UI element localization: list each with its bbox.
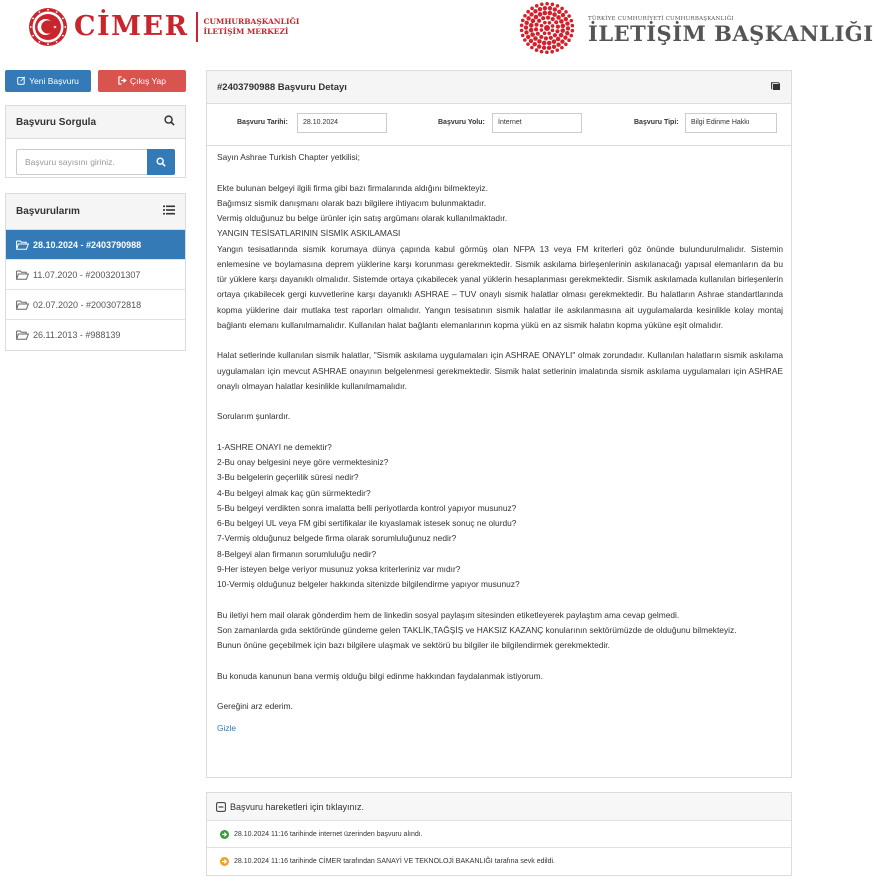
body-paragraph: Sorularım şunlardır. xyxy=(217,411,291,422)
question-item: 2-Bu onay belgesini neye göre vermektesiniz? xyxy=(217,457,389,467)
question-item: 7-Vermiş olduğunuz belgede firma olarak sorumluluğunuz nedir? xyxy=(217,533,457,544)
detail-title: #2403790988 Başvuru Detayı xyxy=(217,81,347,93)
new-application-label: Yeni Başvuru xyxy=(29,76,79,86)
search-panel-header xyxy=(6,106,185,139)
folder-open-icon xyxy=(16,270,29,280)
application-item-label: 02.07.2020 - #2003072818 xyxy=(33,299,142,310)
body-paragraph: Yangın tesisatlarında sismik korumaya dünya çapında kabul görmüş olan NFPA 13 veya FM kriterleri göz önünde bulundurulmalıdır. Sistemin enlemesine ve boylamasına deprem yüklerine karşı korunması gerekmektedir. Sismik askılama birleşenlerinin askılanacağı yapısal elemanların da bu tür yüklere karşı dayanıklı olmalıdır. Sistemde ortaya çıkabilecek yanal yüklerin hesaplanması gerekmektedir. Sismik askılamada kullanılan birleşenlerin ortaya çıkabilecek gergi kuvvetlerine karşı dayanıklı ASHRAE – TUV onaylı sismik halatlar olması gerekmektedir. Bu halatların Ashrae standartlarında kopma yüklerine dair mutlaka test raporları olmalıdır. Yangın tesisatının sismik halatlar ile askılanmasına ait uygulamalarda kesinlikle kolay montaj bağlantı elemanı kullanılmamalıdır. Kullanılan halat bağlantı elemanlarının kopma yükü en az sismik halatın kopma yüküne eşit olmalıdır. xyxy=(217,243,783,330)
action-text: 28.10.2024 11:16 tarihinde internet üzerinden başvuru alındı. xyxy=(234,830,423,838)
type-field: Bilgi Edinme Hakkı xyxy=(685,113,777,133)
applications-panel-header xyxy=(6,194,185,230)
detail-meta-row xyxy=(207,104,791,146)
closing-text: Gereğini arz ederim. xyxy=(217,701,293,711)
list-icon xyxy=(163,205,175,218)
search-button[interactable] xyxy=(147,149,175,175)
cimer-subtitle xyxy=(204,17,300,37)
channel-label: Başvuru Yolu: xyxy=(438,119,485,126)
sign-out-icon xyxy=(118,71,127,93)
body-paragraph: Bunun önüne geçebilmek için bazı bilgilere ulaşmak ve sektörü bu bilgiler ile bilgilendirmek gerekmektedir. xyxy=(217,640,610,650)
applications-panel-title: Başvurularım xyxy=(16,206,80,217)
application-item-label: 28.10.2024 - #2403790988 xyxy=(33,239,142,250)
body-paragraph: Ekte bulunan belgeyi ilgili firma gibi bazı firmalarında aldığını bilmekteyiz. xyxy=(217,182,488,193)
search-group xyxy=(16,149,175,175)
detail-header xyxy=(207,71,791,104)
application-item-label: 11.07.2020 - #2003201307 xyxy=(33,269,141,280)
action-text: 28.10.2024 11:16 tarihinde CİMER tarafından SANAYİ VE TEKNOLOJİ BAKANLIĞI tarafına sevk edildi. xyxy=(234,858,555,865)
iletisim-emblem-icon xyxy=(516,0,578,56)
question-item: 4-Bu belgeyi almak kaç gün sürmektedir? xyxy=(217,487,371,498)
new-application-button[interactable] xyxy=(5,70,91,92)
logo-divider xyxy=(196,12,198,42)
iletisim-logo[interactable] xyxy=(516,0,874,56)
date-label: Başvuru Tarihi: xyxy=(237,119,288,126)
application-actions-panel xyxy=(206,792,792,876)
left-sidebar xyxy=(5,70,186,351)
question-item: 9-Her isteyen belge veriyor musunuz yoksa kriterleriniz var mıdır? xyxy=(217,563,461,574)
iletisim-small-title: TÜRKİYE CUMHURİYETİ CUMHURBAŞKANLIĞI xyxy=(588,16,734,22)
action-buttons xyxy=(5,70,186,92)
application-item-label: 26.11.2013 - #988139 xyxy=(33,330,121,340)
folder-open-icon xyxy=(16,240,29,250)
iletisim-big-title: İLETİŞİM BAŞKANLIĞI xyxy=(588,21,874,46)
iletisim-text xyxy=(588,16,874,46)
logout-label: Çıkış Yap xyxy=(129,76,167,86)
application-item-4[interactable] xyxy=(6,320,185,350)
actions-toggle[interactable] xyxy=(207,793,791,821)
cimer-subtitle-line2: İLETİŞİM MERKEZİ xyxy=(203,27,289,36)
search-button-icon xyxy=(156,157,166,167)
application-body xyxy=(217,150,783,737)
search-panel-title: Başvuru Sorgula xyxy=(16,116,97,128)
arrow-circle-right-icon xyxy=(220,857,229,866)
minus-square-icon xyxy=(216,802,226,812)
body-paragraph: Bu iletiyi hem mail olarak gönderdim hem de linkedin sosyal paylaşım sitesinden etiketleyerek paylaştım ama cevap gelmedi. xyxy=(217,609,680,620)
book-icon[interactable] xyxy=(770,81,781,94)
search-icon xyxy=(164,115,175,129)
hide-link[interactable]: Gizle xyxy=(217,723,237,734)
body-paragraph: Son zamanlarda gıda sektöründe gündeme gelen TAKLİK,TAĞŞİŞ ve HAKSIZ KAZANÇ konularının sektörümüzde de olduğunu bilmekteyiz. xyxy=(217,624,737,635)
cimer-subtitle-line1: CUMHURBAŞKANLIĞI xyxy=(203,17,300,26)
search-input[interactable] xyxy=(16,149,147,175)
type-label: Başvuru Tipi: xyxy=(634,119,679,126)
body-paragraph: Bağımsız sismik danışmanı olarak bazı bilgilere ihtiyacım bulunmaktadır. xyxy=(217,197,487,208)
applications-list xyxy=(6,230,185,350)
date-field: 28.10.2024 xyxy=(297,113,387,133)
greeting-text: Sayın Ashrae Turkish Chapter yetkilisi; xyxy=(217,152,360,162)
application-item-2[interactable] xyxy=(6,260,185,290)
folder-open-icon xyxy=(16,300,29,310)
question-item: 1-ASHRE ONAYI ne demektir? xyxy=(217,441,332,452)
cimer-emblem-icon xyxy=(28,7,68,47)
applications-panel xyxy=(5,193,186,351)
body-paragraph: Vermiş olduğunuz bu belge ürünler için satış argümanı olarak kullanılmaktadır. xyxy=(217,213,508,223)
arrow-circle-right-icon xyxy=(220,830,229,839)
action-item xyxy=(207,821,791,848)
cimer-logo[interactable] xyxy=(28,7,299,47)
cimer-wordmark: CİMER xyxy=(74,11,189,42)
search-panel xyxy=(5,105,186,178)
body-paragraph: Bu konuda kanunun bana vermiş olduğu bilgi edinme hakkından faydalanmak istiyorum. xyxy=(217,670,543,681)
body-paragraph: Halat setlerinde kullanılan sismik halatlar, "Sismik askılama uygulamaları için ASHRAE ONAYLI" olmak zorundadır. Kullanılan halatların sismik askılama uygulamaları için mevcut ASHRAE onayının belgelenmesi gerekmektedir. Sismik halat setlerinin imalatında sismik askılama uygulamaları için ASHRAE onaylı olmayan halatlar kesinlikle kullanılmamalıdır. xyxy=(217,350,783,391)
question-item: 5-Bu belgeyi verdikten sonra imalatta belli periyotlarda kontrol yapıyor musunuz? xyxy=(217,502,517,513)
question-item: 6-Bu belgeyi UL veya FM gibi sertifikalar ile kıyaslamak istesek sonuç ne olurdu? xyxy=(217,518,517,528)
page-header xyxy=(0,0,874,62)
actions-title: Başvuru hareketleri için tıklayınız. xyxy=(230,801,365,812)
application-detail-panel xyxy=(206,70,792,778)
edit-icon xyxy=(17,71,26,93)
application-item-1[interactable] xyxy=(6,230,185,260)
application-item-3[interactable] xyxy=(6,290,185,320)
action-item xyxy=(207,848,791,875)
section-heading: YANGIN TESİSATLARININ SİSMİK ASKILAMASI xyxy=(217,228,401,239)
folder-open-icon xyxy=(16,330,29,340)
question-item: 8-Belgeyi alan firmanın sorumluluğu nedir? xyxy=(217,548,377,559)
channel-field: İnternet xyxy=(492,113,582,133)
logout-button[interactable] xyxy=(98,70,186,92)
question-item: 10-Vermiş olduğunuz belgeler hakkında sitenizde bilgilendirme yapıyor musunuz? xyxy=(217,579,520,589)
question-item: 3-Bu belgelerin geçerlilik süresi nedir? xyxy=(217,472,359,483)
